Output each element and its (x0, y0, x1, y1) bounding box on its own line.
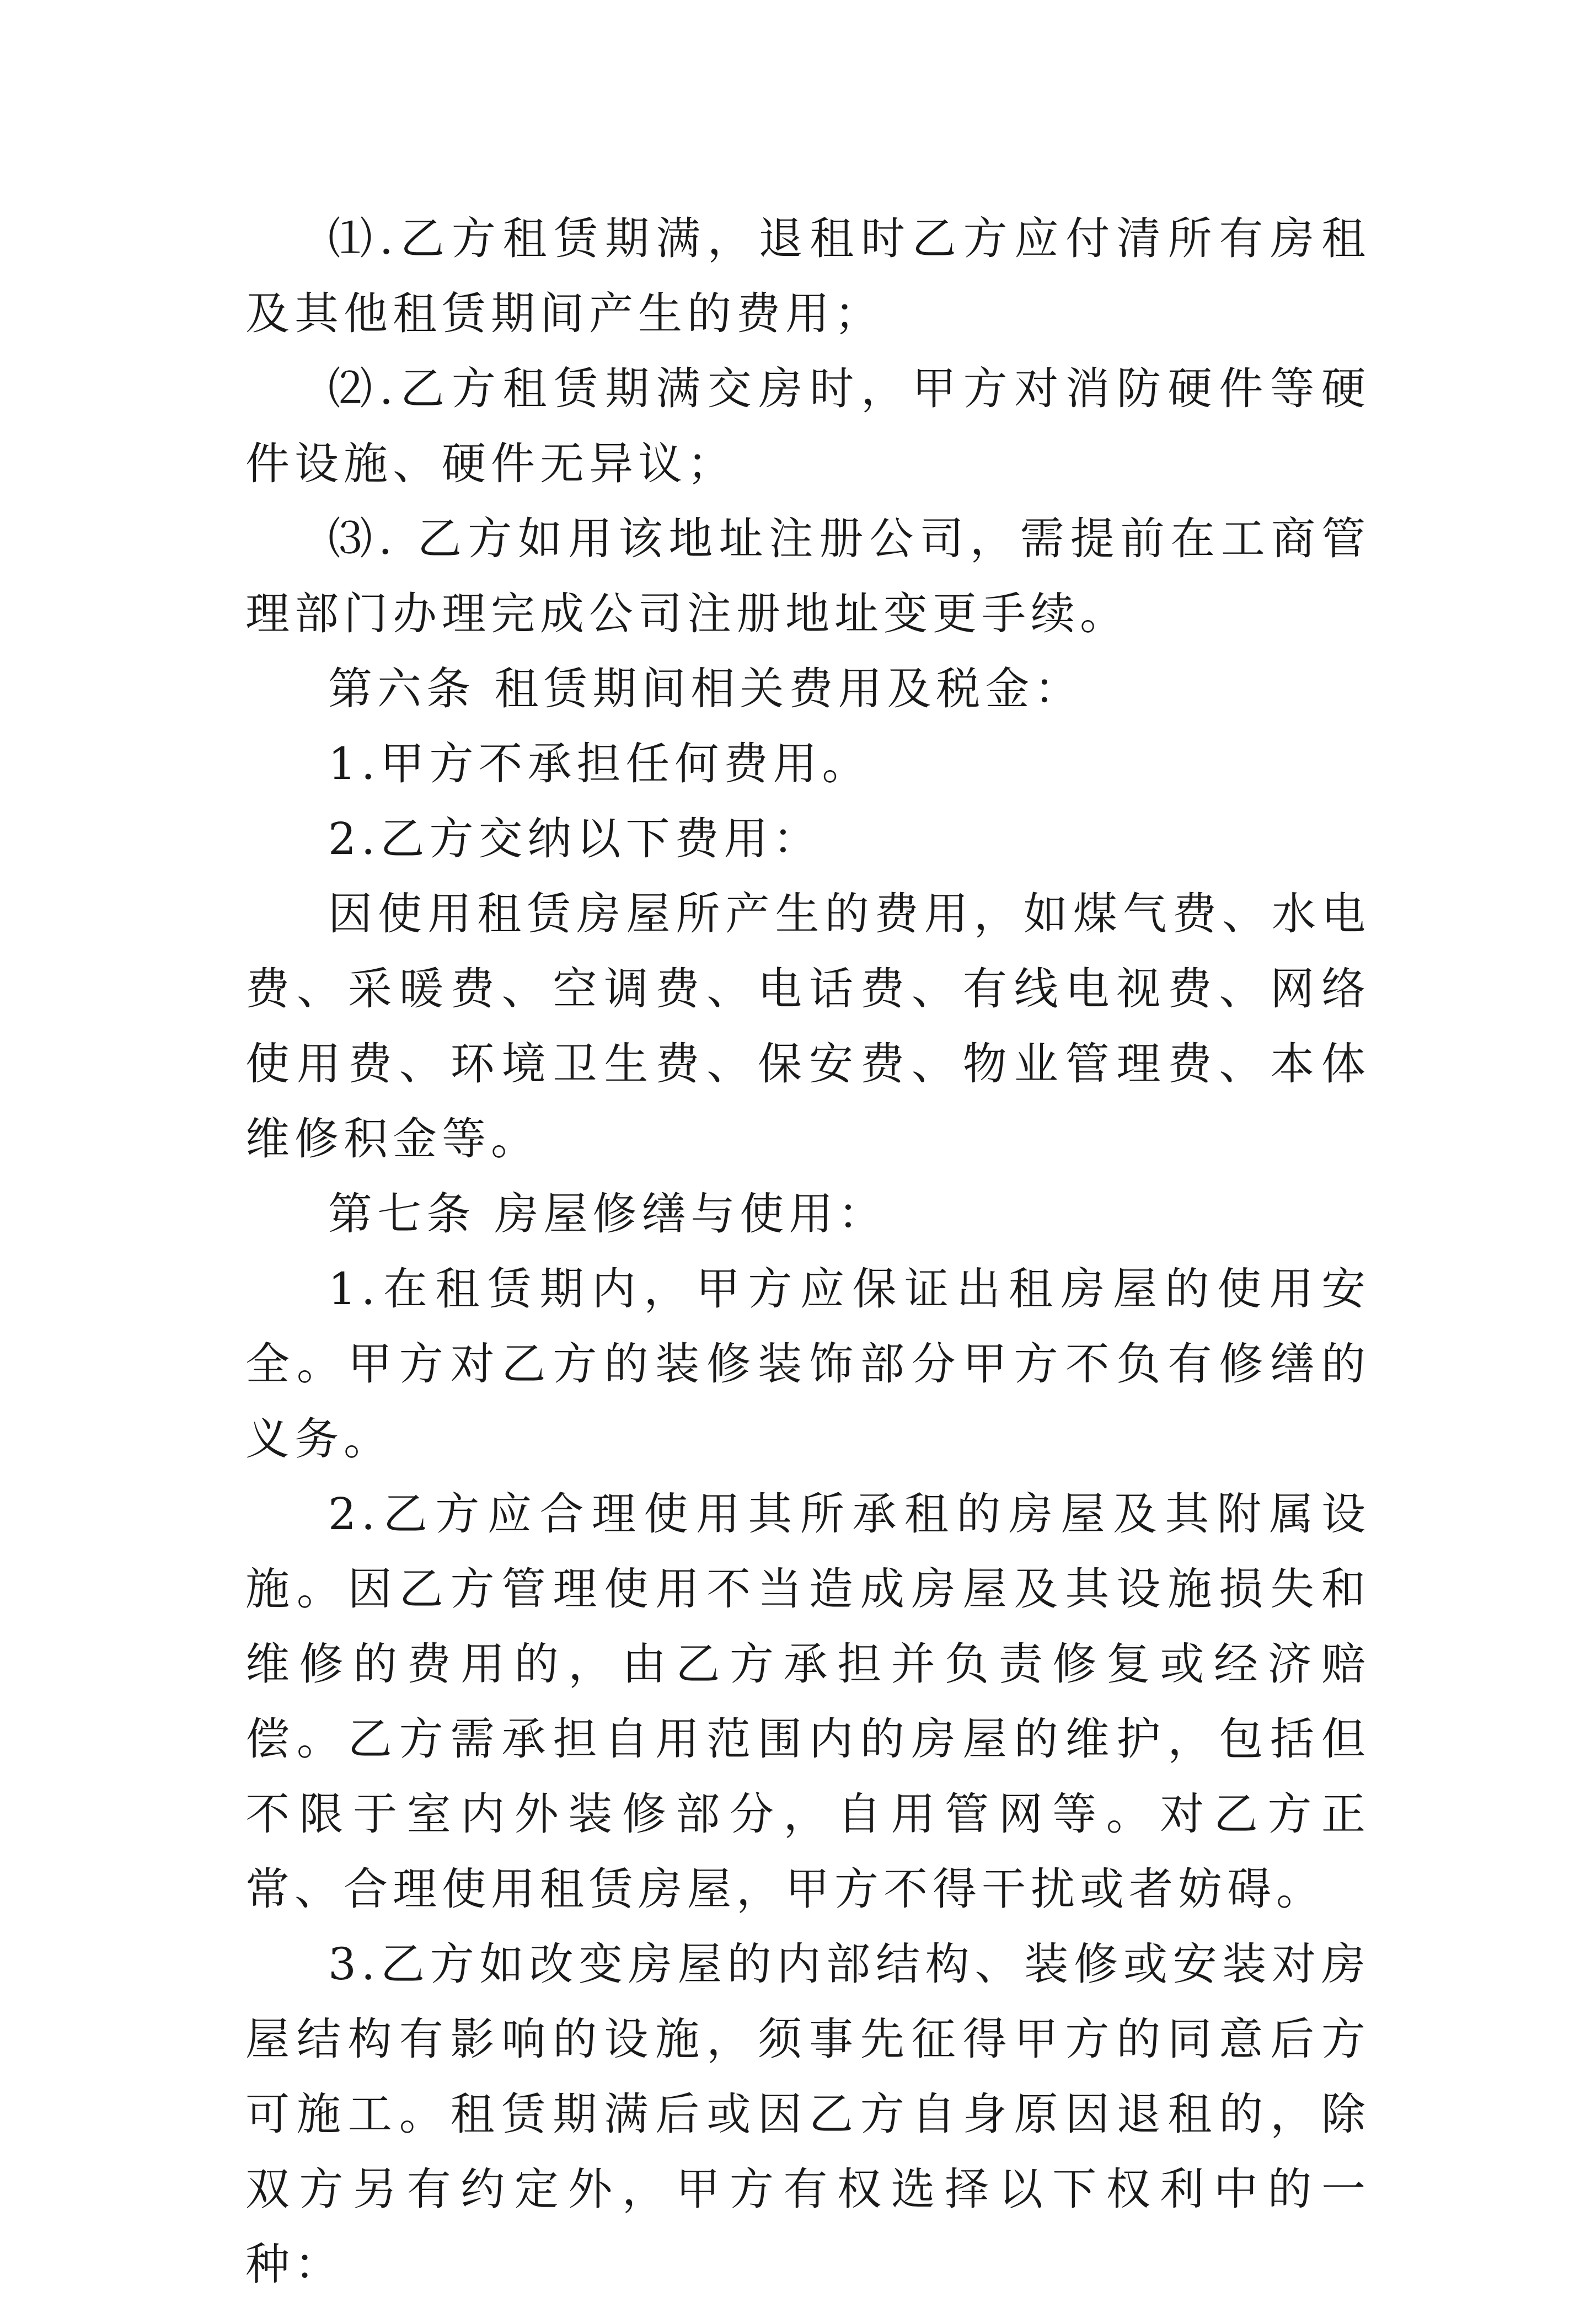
article-6-item-1: 1.甲方不承担任何费用。 (328, 738, 871, 789)
article-6-item-2: 2.乙方交纳以下费用： (328, 813, 822, 864)
article-7-item-3: 3.乙方如改变房屋的内部结构、装修或安装对房屋结构有影响的设施，须事先征得甲方的同意后方可施工。租赁期满后或因乙方自身原因退租的，除双方另有约定外，甲方有权选择以下权利中的一种： (245, 1938, 1370, 2290)
clause-item-1: ⑴.乙方租赁期满，退租时乙方应付清所有房租及其他租赁期间产生的费用； (245, 213, 1370, 339)
article-6-heading: 第六条 租赁期间相关费用及税金： (328, 663, 1084, 714)
article-7-item-2: 2.乙方应合理使用其所承租的房屋及其附属设施。因乙方管理使用不当造成房屋及其设施损失和维修的费用的，由乙方承担并负责修复或经济赔偿。乙方需承担自用范围内的房屋的维护，包括但不限于室内外装修部分，自用管网等。对乙方正常、合理使用租赁房屋，甲方不得干扰或者妨碍。 (245, 1488, 1370, 1915)
article-7-heading: 第七条 房屋修缮与使用： (328, 1188, 887, 1240)
fee-list-paragraph: 因使用租赁房屋所产生的费用，如煤气费、水电费、采暖费、空调费、电话费、有线电视费、网络使用费、环境卫生费、保安费、物业管理费、本体维修积金等。 (245, 888, 1370, 1165)
article-7-item-1: 1.在租赁期内，甲方应保证出租房屋的使用安全。甲方对乙方的装修装饰部分甲方不负有修缮的义务。 (245, 1263, 1370, 1465)
clause-item-3: ⑶. 乙方如用该地址注册公司，需提前在工商管理部门办理完成公司注册地址变更手续。 (245, 513, 1370, 639)
document-body (245, 201, 1370, 2302)
clause-item-2: ⑵.乙方租赁期满交房时，甲方对消防硬件等硬件设施、硬件无异议； (245, 363, 1370, 489)
